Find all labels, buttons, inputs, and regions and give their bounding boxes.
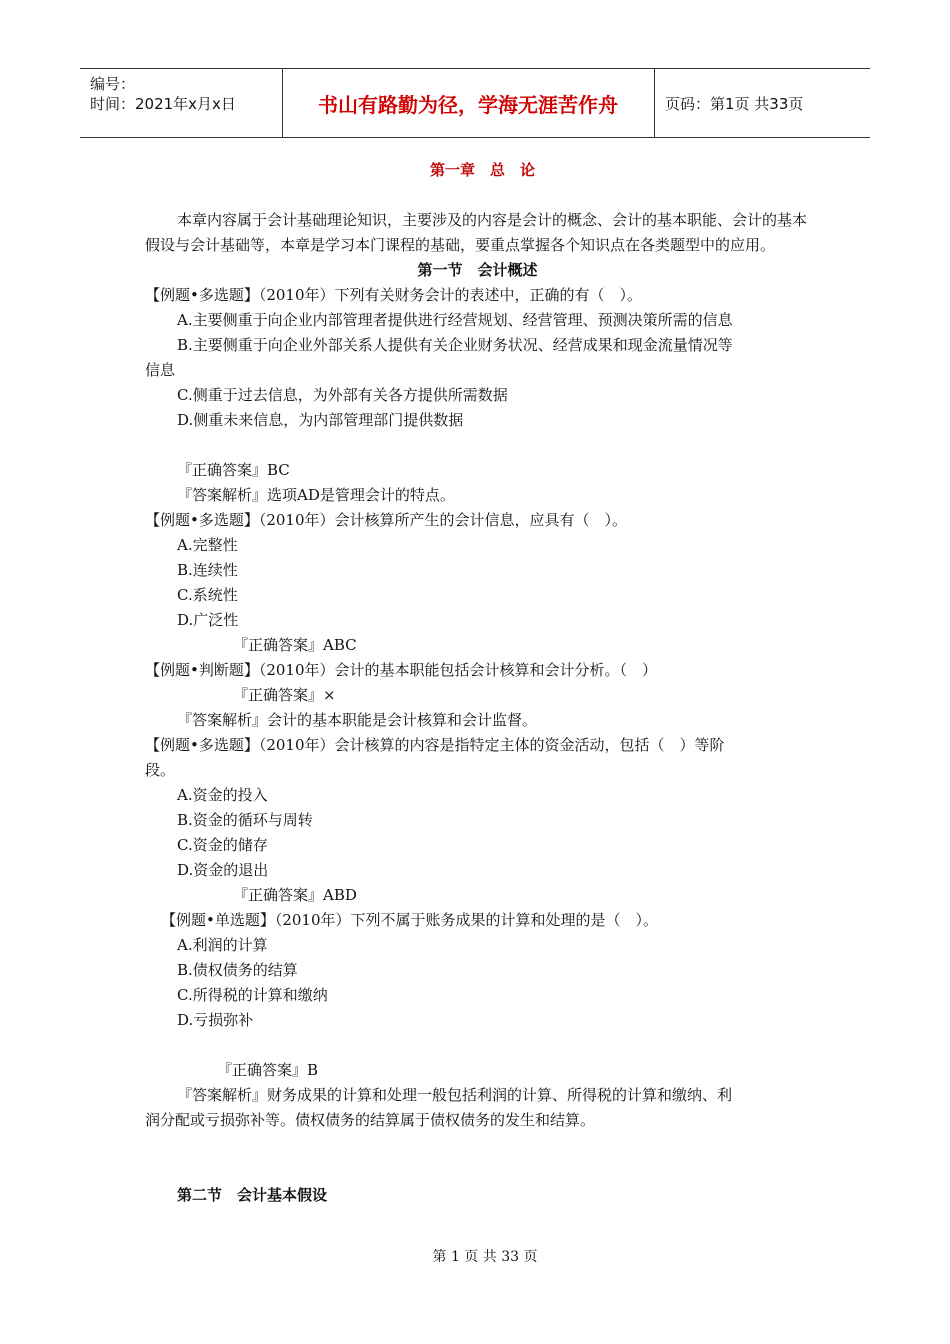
option-continued: 信息 — [145, 361, 176, 379]
option: B.连续性 — [177, 561, 238, 579]
question-stem: 【例题•多选题】（2010年）下列有关财务会计的表述中，正确的有（ ）。 — [145, 286, 643, 304]
time-label: 时间：2021年x月x日 — [90, 95, 236, 113]
option: D.广泛性 — [177, 611, 239, 629]
answer-analysis: 『答案解析』财务成果的计算和处理一般包括利润的计算、所得税的计算和缴纳、利 — [177, 1086, 733, 1104]
answer-analysis-continued: 润分配或亏损弥补等。债权债务的结算属于债权债务的发生和结算。 — [145, 1111, 596, 1129]
correct-answer: 『正确答案』B — [217, 1061, 319, 1079]
option: A.利润的计算 — [177, 936, 268, 954]
answer-analysis: 『答案解析』选项AD是管理会计的特点。 — [177, 486, 455, 504]
correct-answer: 『正确答案』ABC — [233, 636, 357, 654]
document-body — [145, 158, 810, 1208]
option: A.资金的投入 — [177, 786, 268, 804]
correct-answer: 『正确答案』× — [233, 686, 336, 704]
document-header — [80, 68, 870, 138]
option: A.主要侧重于向企业内部管理者提供进行经营规划、经营管理、预测决策所需的信息 — [177, 311, 733, 329]
intro-paragraph: 本章内容属于会计基础理论知识，主要涉及的内容是会计的概念、会计的基本职能、会计的基本假设与会计基础等，本章是学习本门课程的基础，要重点掌握各个知识点在各类题型中的应用。 — [145, 211, 808, 254]
question-stem: 【例题•多选题】（2010年）会计核算所产生的会计信息，应具有（ ）。 — [145, 511, 628, 529]
correct-answer: 『正确答案』BC — [177, 461, 290, 479]
header-divider — [654, 69, 655, 137]
option: B.主要侧重于向企业外部关系人提供有关企业财务状况、经营成果和现金流量情况等 — [177, 336, 733, 354]
question-stem: 【例题•判断题】（2010年）会计的基本职能包括会计核算和会计分析。（ ） — [145, 661, 658, 679]
option: D.侧重未来信息，为内部管理部门提供数据 — [177, 411, 464, 429]
option: B.资金的循环与周转 — [177, 811, 313, 829]
option: C.侧重于过去信息，为外部有关各方提供所需数据 — [177, 386, 508, 404]
page-footer: 第 1 页 共 33 页 — [432, 1249, 538, 1265]
page-info: 页码：第1页 共33页 — [665, 95, 804, 113]
header-motto: 书山有路勤为径，学海无涯苦作舟 — [318, 92, 618, 117]
question-stem-continued: 段。 — [145, 761, 176, 779]
option: C.系统性 — [177, 586, 238, 604]
option: A.完整性 — [177, 536, 238, 554]
option: C.资金的储存 — [177, 836, 268, 854]
option: D.资金的退出 — [177, 861, 269, 879]
question-stem: 【例题•单选题】（2010年）下列不属于账务成果的计算和处理的是（ ）。 — [161, 911, 659, 929]
answer-analysis: 『答案解析』会计的基本职能是会计核算和会计监督。 — [177, 711, 538, 729]
option: C.所得税的计算和缴纳 — [177, 986, 328, 1004]
chapter-title: 第一章 总 论 — [429, 161, 535, 179]
question-stem: 【例题•多选题】（2010年）会计核算的内容是指特定主体的资金活动，包括（ ）等阶 — [145, 736, 725, 754]
option: D.亏损弥补 — [177, 1011, 254, 1029]
header-meta — [80, 69, 282, 137]
option: B.债权债务的结算 — [177, 961, 298, 979]
correct-answer: 『正确答案』ABD — [233, 886, 357, 904]
number-label: 编号： — [90, 75, 136, 93]
section-title: 第一节 会计概述 — [417, 261, 538, 279]
section-title: 第二节 会计基本假设 — [177, 1186, 328, 1204]
